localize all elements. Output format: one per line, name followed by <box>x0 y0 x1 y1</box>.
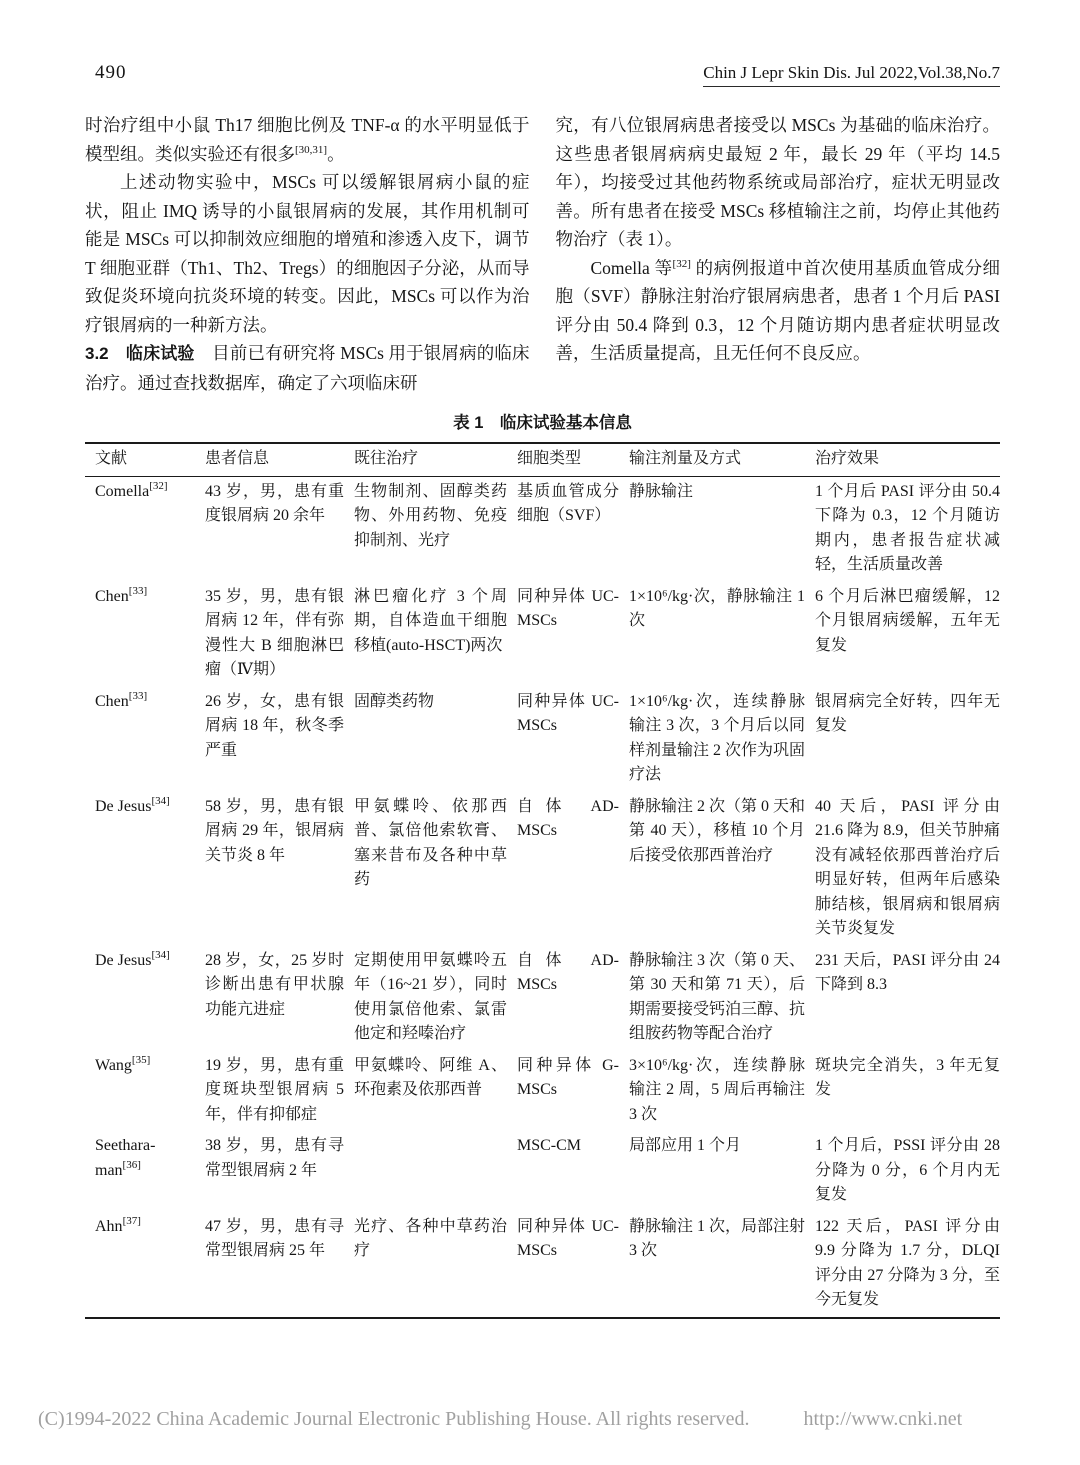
cell-cell-type: 同种异体 G-MSCs <box>517 1056 619 1098</box>
author-name: De Jesus <box>95 797 152 815</box>
table-header-row <box>85 443 1000 476</box>
cell-dose: 静脉输注 2 次（第 0 天和第 40 天），移植 10 个月后接受依那西普治疗 <box>629 797 806 864</box>
citation-ref: [37] <box>122 1214 141 1227</box>
author-name: Chen <box>95 587 129 605</box>
cell-effect: 斑块完全消失，3 年无复发 <box>815 1056 1000 1098</box>
cell-patient-info: 58 岁，男，患有银屑病 29 年，银屑病关节炎 8 年 <box>205 797 344 864</box>
table-row <box>85 476 1000 582</box>
cell-effect: 1 个月后 PASI 评分由 50.4 下降为 0.3，12 个月随访期内，患者报告症状减轻，生活质量改善 <box>815 482 1000 573</box>
cell-dose: 静脉输注 <box>629 482 694 500</box>
paragraph-continuation: 究，有八位银屑病患者接受以 MSCs 为基础的临床治疗。这些患者银屑病病史最短 2 年，最长 29 年（平均 14.5 年），均接受过其他药物系统或局部治疗，症状无明显改善。所有患者在接受 MSCs 移植输注之前，均停止其他药物治疗（表 1）。 <box>555 115 1000 249</box>
citation-ref: [35] <box>131 1053 151 1066</box>
cell-dose: 1×10⁶/kg·次，静脉输注 1 次 <box>629 587 805 629</box>
body-text: Comella 等 <box>590 257 673 278</box>
author-name: Ahn <box>95 1217 123 1235</box>
cell-reference <box>85 1212 205 1318</box>
running-head <box>85 62 1000 87</box>
cell-cell-type: 同种异体 UC-MSCs <box>517 1217 619 1259</box>
cell-dose: 3×10⁶/kg·次，连续静脉输注 2 周，5 周后再输注 3 次 <box>629 1056 805 1123</box>
cell-reference <box>85 1131 205 1212</box>
cell-patient-info: 47 岁，男，患有寻常型银屑病 25 年 <box>205 1217 344 1259</box>
col-header-prior-treatment: 既往治疗 <box>354 443 517 476</box>
cell-prior-treatment: 定期使用甲氨蝶呤五年（16~21 岁），同时使用氯倍他索、氯雷他定和羟嗪治疗 <box>354 951 507 1042</box>
body-columns <box>85 111 1000 397</box>
cell-prior-treatment: 生物制剂、固醇类药物、外用药物、免疫抑制剂、光疗 <box>354 482 507 549</box>
col-header-dose-method: 输注剂量及方式 <box>629 443 815 476</box>
cell-reference <box>85 476 205 582</box>
body-text: 。 <box>327 143 345 164</box>
cell-dose: 1×10⁶/kg·次，连续静脉输注 3 次，3 个月后以同样剂量输注 2 次作为巩固疗法 <box>629 692 806 783</box>
page-content <box>85 62 1000 1319</box>
citation-ref: [34] <box>151 948 170 961</box>
col-header-literature: 文献 <box>85 443 205 476</box>
table-row <box>85 582 1000 687</box>
cell-reference <box>85 687 205 792</box>
body-text: 时治疗组中小鼠 Th17 细胞比例及 TNF-α 的水平明显低于模型组。类似实验还有很多 <box>85 115 530 164</box>
table-title: 表 1 临床试验基本信息 <box>453 414 632 432</box>
citation-ref: [36] <box>122 1158 141 1171</box>
author-name: Comella <box>95 482 150 500</box>
author-name: Chen <box>95 692 129 710</box>
cell-patient-info: 26 岁，女，患有银屑病 18 年，秋冬季严重 <box>205 692 344 759</box>
cell-reference <box>85 582 205 687</box>
cell-cell-type: 自体 AD-MSCs <box>517 951 619 993</box>
cell-cell-type: 同种异体 UC-MSCs <box>517 692 619 734</box>
cell-dose: 局部应用 1 个月 <box>629 1137 742 1154</box>
cnki-footer <box>38 1408 1048 1431</box>
citation-ref: [33] <box>128 584 148 597</box>
left-column <box>85 111 530 397</box>
cell-patient-info: 38 岁，男，患有寻常型银屑病 2 年 <box>205 1137 344 1179</box>
citation-ref: [32] <box>672 257 691 270</box>
col-header-treatment-effect: 治疗效果 <box>815 443 1000 476</box>
cell-patient-info: 28 岁，女，25 岁时诊断出患有甲状腺功能亢进症 <box>205 951 344 1018</box>
cell-dose: 静脉输注 3 次（第 0 天、第 30 天和第 71 天），后期需要接受钙泊三醇、抗组胺药物等配合治疗 <box>629 951 806 1042</box>
right-column <box>556 111 1001 397</box>
author-name: De Jesus <box>95 951 152 969</box>
cell-prior-treatment <box>354 1131 517 1212</box>
col-header-patient-info: 患者信息 <box>205 443 354 476</box>
paragraph <box>556 254 1001 368</box>
cell-reference <box>85 1051 205 1132</box>
table-row <box>85 1212 1000 1318</box>
cell-patient-info: 19 岁，男，患有重度斑块型银屑病 5 年，伴有抑郁症 <box>205 1056 344 1123</box>
cell-prior-treatment: 光疗、各种中草药治疗 <box>354 1217 507 1259</box>
cell-dose: 静脉输注 1 次，局部注射 3 次 <box>629 1217 806 1259</box>
clinical-trials-table <box>85 442 1000 1319</box>
cell-reference <box>85 792 205 946</box>
table-row <box>85 1131 1000 1212</box>
cell-cell-type: 同种异体 UC-MSCs <box>517 587 619 629</box>
section-heading: 3.2 临床试验 <box>85 344 195 363</box>
cell-cell-type: 基质血管成分细胞（SVF） <box>517 482 619 524</box>
cell-cell-type: MSC-CM <box>517 1137 582 1154</box>
author-name: Wang <box>95 1056 132 1074</box>
body-text: 目前已有研究将 MSCs 用于银屑病的临床治疗。通过查找数据库，确定了六项临床研 <box>85 343 530 393</box>
cell-effect: 银屑病完全好转，四年无复发 <box>815 692 1000 734</box>
page-number: 490 <box>95 62 127 83</box>
cell-effect: 122 天后，PASI 评分由 9.9 分降为 1.7 分，DLQI 评分由 27 分降为 3 分，至今无复发 <box>815 1217 1000 1308</box>
citation-ref: [30,31] <box>295 143 328 156</box>
cell-prior-treatment: 甲氨蝶呤、阿维 A、环孢素及依那西普 <box>354 1056 507 1098</box>
cell-effect: 40 天后，PASI 评分由 21.6 降为 8.9，但关节肿痛没有减轻依那西普治疗后明显好转，但两年后感染肺结核，银屑病和银屑病关节炎复发 <box>815 797 1000 937</box>
journal-title: Chin J Lepr Skin Dis. Jul 2022,Vol.38,No.7 <box>703 63 1000 87</box>
cell-patient-info: 43 岁，男，患有重度银屑病 20 余年 <box>205 482 344 524</box>
cell-reference <box>85 946 205 1051</box>
copyright-text: (C)1994-2022 China Academic Journal Electronic Publishing House. All rights reserved. <box>38 1408 750 1430</box>
citation-ref: [34] <box>151 794 170 807</box>
table-row <box>85 1051 1000 1132</box>
table-row <box>85 792 1000 946</box>
cell-patient-info: 35 岁，男，患有银屑病 12 年，伴有弥漫性大 B 细胞淋巴瘤（Ⅳ期） <box>205 587 344 678</box>
footer-url: http://www.cnki.net <box>803 1408 963 1430</box>
cell-prior-treatment: 淋巴瘤化疗 3 个周期，自体造血干细胞移植(auto-HSCT)两次 <box>354 587 507 654</box>
cell-effect: 1 个月后，PSSI 评分由 28 分降为 0 分，6 个月内无复发 <box>815 1137 1000 1203</box>
table-row <box>85 946 1000 1051</box>
cell-cell-type: 自体 AD-MSCs <box>517 797 619 839</box>
cell-effect: 231 天后，PASI 评分由 24 下降到 8.3 <box>815 951 1000 993</box>
cell-prior-treatment: 固醇类药物 <box>354 692 435 710</box>
citation-ref: [33] <box>128 689 148 702</box>
body-text: 的病例报道中首次使用基质血管成分细胞（SVF）静脉注射治疗银屑病患者，患者 1 个月后 PASI 评分由 50.4 降到 0.3，12 个月随访期内患者症状明显改善，生活质量提高，且无任何不良反应。 <box>555 257 1001 363</box>
cell-effect: 6 个月后淋巴瘤缓解，12 个月银屑病缓解，五年无复发 <box>815 587 1000 654</box>
paragraph: 上述动物实验中，MSCs 可以缓解银屑病小鼠的症状，阻止 IMQ 诱导的小鼠银屑病的发展，其作用机制可能是 MSCs 可以抑制效应细胞的增殖和渗透入皮下，调节 T 细胞亚群（Th1、Th2、Tregs）的细胞因子分泌，从而导致促炎环境向抗炎环境的转变。因此，MSCs 可以作为治疗银屑病的一种新方法。 <box>85 172 530 335</box>
paragraph-section <box>85 339 530 397</box>
table-row <box>85 687 1000 792</box>
author-name: Seethara-man <box>95 1137 156 1179</box>
col-header-cell-type: 细胞类型 <box>517 443 629 476</box>
paragraph-continuation <box>85 111 530 168</box>
cell-prior-treatment: 甲氨蝶呤、依那西普、氯倍他索软膏、塞来昔布及各种中草药 <box>354 797 507 888</box>
citation-ref: [32] <box>149 479 168 492</box>
